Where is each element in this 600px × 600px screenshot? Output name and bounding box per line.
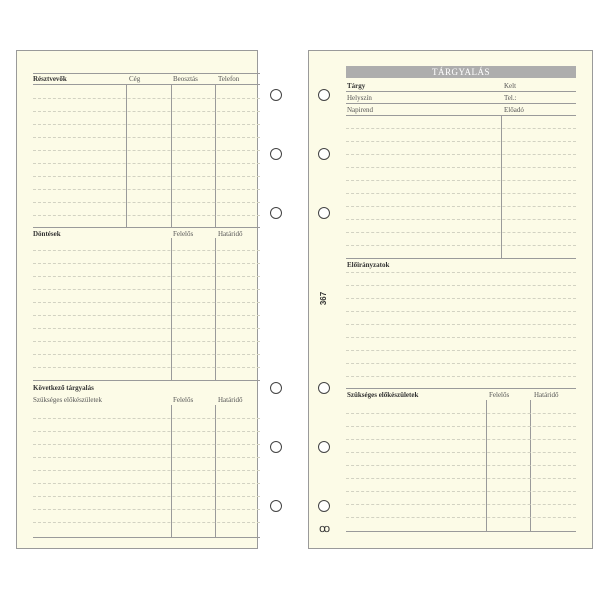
writing-line xyxy=(33,189,260,190)
next-meeting-subtitle: Szükséges előkészületek xyxy=(33,396,103,404)
writing-line xyxy=(346,439,576,440)
decisions-deadline-header: Határidő xyxy=(218,230,243,238)
writing-line xyxy=(346,426,576,427)
writing-line xyxy=(33,215,260,216)
binder-hole xyxy=(270,500,282,512)
writing-line xyxy=(33,483,260,484)
binder-hole xyxy=(270,207,282,219)
writing-line xyxy=(346,504,576,505)
decisions-col-divider xyxy=(171,238,172,380)
left-page xyxy=(16,50,258,549)
binder-hole xyxy=(270,441,282,453)
proposals-title: Előirányzatok xyxy=(347,261,390,269)
binder-hole xyxy=(270,382,282,394)
writing-line xyxy=(346,193,576,194)
writing-line xyxy=(346,478,576,479)
next-responsible-header: Felelős xyxy=(173,396,194,404)
writing-line xyxy=(33,263,260,264)
writing-line xyxy=(346,128,576,129)
writing-line xyxy=(346,324,576,325)
right-page xyxy=(308,50,593,549)
writing-line xyxy=(346,337,576,338)
writing-line xyxy=(33,328,260,329)
location-rule xyxy=(346,103,576,104)
decisions-col-divider xyxy=(215,238,216,380)
writing-line xyxy=(346,167,576,168)
writing-line xyxy=(346,298,576,299)
next-meeting-title: Következő tárgyalás xyxy=(33,384,94,392)
position-column-header: Beosztás xyxy=(173,75,198,83)
binder-hole xyxy=(318,89,330,101)
writing-line xyxy=(33,315,260,316)
subject-rule xyxy=(346,91,576,92)
prep-deadline-header: Határidő xyxy=(534,391,559,399)
agenda-col-divider xyxy=(501,115,502,258)
binder-hole xyxy=(318,207,330,219)
writing-line xyxy=(33,367,260,368)
prep-responsible-header: Felelős xyxy=(489,391,510,399)
binder-hole xyxy=(270,148,282,160)
writing-line xyxy=(33,150,260,151)
writing-line xyxy=(346,465,576,466)
writing-line xyxy=(33,250,260,251)
writing-line xyxy=(33,341,260,342)
agenda-rule xyxy=(346,115,576,116)
writing-line xyxy=(33,431,260,432)
writing-line xyxy=(346,350,576,351)
writing-line xyxy=(33,98,260,99)
writing-line xyxy=(346,363,576,364)
writing-line xyxy=(346,206,576,207)
writing-line xyxy=(33,470,260,471)
company-column-header: Cég xyxy=(129,75,141,83)
location-label: Helyszín xyxy=(347,94,372,102)
decisions-top-rule xyxy=(33,227,260,228)
writing-line xyxy=(33,509,260,510)
writing-line xyxy=(33,111,260,112)
writing-line xyxy=(33,163,260,164)
writing-line xyxy=(33,522,260,523)
writing-line xyxy=(346,219,576,220)
participants-col-divider xyxy=(215,84,216,227)
proposals-top-rule xyxy=(346,258,576,259)
writing-line xyxy=(33,124,260,125)
decisions-responsible-header: Felelős xyxy=(173,230,194,238)
presenter-label: Előadó xyxy=(504,106,524,114)
writing-line xyxy=(346,491,576,492)
writing-line xyxy=(346,311,576,312)
writing-line xyxy=(33,276,260,277)
writing-line xyxy=(346,376,576,377)
writing-line xyxy=(33,289,260,290)
next-deadline-header: Határidő xyxy=(218,396,243,404)
writing-line xyxy=(33,418,260,419)
banner-title: TÁRGYALÁS xyxy=(346,66,576,78)
binder-hole xyxy=(318,500,330,512)
participants-title: Résztvevők xyxy=(33,75,67,83)
phone-column-header: Telefon xyxy=(218,75,240,83)
next-col-divider xyxy=(171,405,172,537)
writing-line xyxy=(33,457,260,458)
binder-hole xyxy=(270,89,282,101)
writing-line xyxy=(346,285,576,286)
subject-label: Tárgy xyxy=(347,82,366,90)
writing-line xyxy=(33,137,260,138)
page-number: 367 xyxy=(319,291,329,306)
writing-line xyxy=(346,232,576,233)
writing-line xyxy=(346,517,576,518)
participants-header-rule xyxy=(33,84,260,85)
phone-label: Tel.: xyxy=(504,94,517,102)
writing-line xyxy=(346,141,576,142)
participants-col-divider xyxy=(126,84,127,227)
writing-line xyxy=(346,245,576,246)
bottom-rule xyxy=(346,531,576,532)
binder-hole xyxy=(318,148,330,160)
writing-line xyxy=(33,496,260,497)
writing-line xyxy=(346,180,576,181)
binder-hole xyxy=(318,382,330,394)
date-label: Kelt xyxy=(504,82,517,90)
writing-line xyxy=(33,354,260,355)
writing-line xyxy=(346,154,576,155)
bottom-rule xyxy=(33,537,260,538)
decisions-title: Döntések xyxy=(33,230,61,238)
brand-logo-icon: ꝏ xyxy=(319,523,331,535)
writing-line xyxy=(33,202,260,203)
participants-col-divider xyxy=(171,84,172,227)
prep-top-rule xyxy=(346,388,576,389)
next-meeting-top-rule xyxy=(33,380,260,381)
writing-line xyxy=(33,444,260,445)
binder-hole xyxy=(318,441,330,453)
agenda-label: Napirend xyxy=(347,106,374,114)
next-col-divider xyxy=(215,405,216,537)
writing-line xyxy=(346,272,576,273)
writing-line xyxy=(346,413,576,414)
writing-line xyxy=(33,176,260,177)
prep-title: Szükséges előkészületek xyxy=(347,391,419,399)
writing-line xyxy=(346,452,576,453)
participants-top-rule xyxy=(33,73,260,74)
writing-line xyxy=(33,302,260,303)
